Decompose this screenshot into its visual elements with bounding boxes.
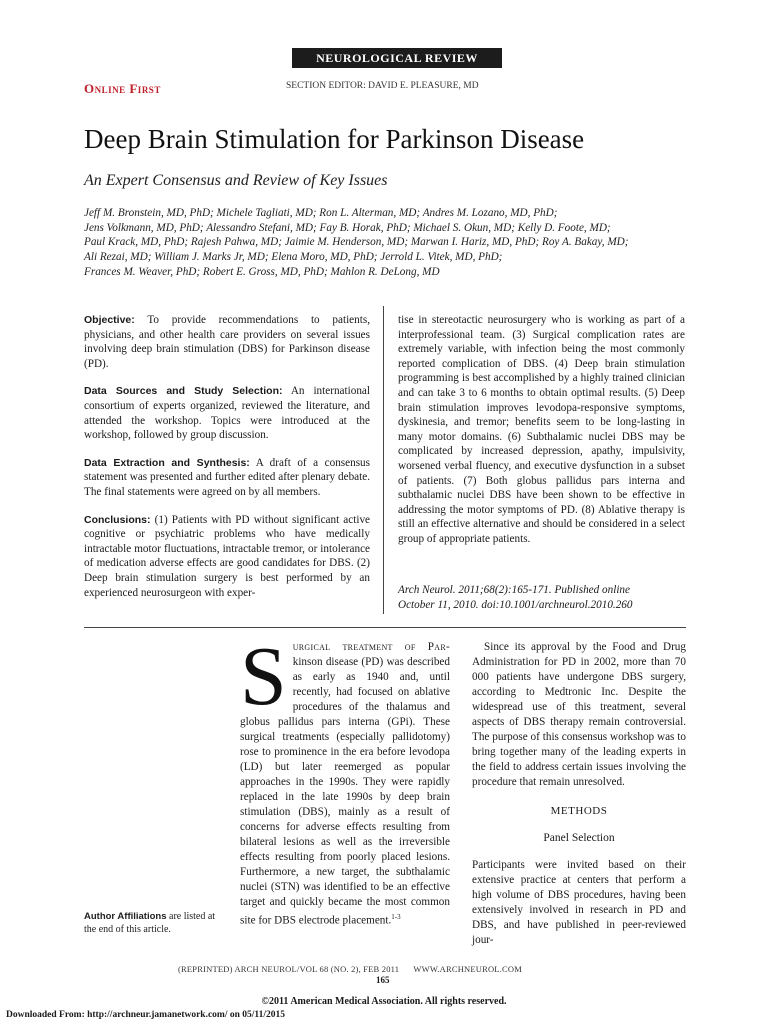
online-first-label: Online First (84, 81, 161, 96)
sources-text: An international consortium of experts organized, reviewed the literature, and attended the workshop. Topics were introduced at the workshop, followed by group discussion. (84, 385, 370, 442)
section-banner: NEUROLOGICAL REVIEW (292, 48, 502, 68)
conclusions-text-part1: (1) Patients with PD without significant active cognitive or psychiatric problems who have medically intractable motor fluctuations, intractable tremor, or intolerance of medication adverse effects are good candidates for DBS. (2) Deep brain stimulation surgery is best performed by an experienced neurosurgeon with exper- (84, 513, 371, 599)
objective-heading: Objective: (84, 314, 135, 326)
affiliations-heading: Author Affiliations (84, 911, 167, 922)
abstract-extraction (84, 456, 370, 500)
author-line: Ali Rezai, MD; William J. Marks Jr, MD; Elena Moro, MD, PhD; Jerrold L. Vitek, MD, PhD; (84, 251, 503, 264)
download-notice[interactable]: Downloaded From: http://archneur.jamanetwork.com/ on 05/11/2015 (6, 1010, 286, 1020)
abstract-objective (84, 313, 370, 371)
citation (398, 583, 688, 612)
abstract-left-column (84, 313, 370, 613)
copyright-notice: ©2011 American Medical Association. All rights reserved. (261, 996, 507, 1007)
body-paragraph: Since its approval by the Food and Drug Administration for PD in 2002, more than 70 000 patients have undergone DBS surgery, according to Medtronic Inc. Despite the widespread use of this treatment, several aspects of DBS therapy remain controversial. The purpose of this consensus workshop was to bring together many of the leading experts in the field to address certain issues involving the procedure that remain unresolved. (472, 641, 686, 788)
article-title: Deep Brain Stimulation for Parkinson Disease (84, 124, 585, 154)
reference-marker: 1-3 (391, 913, 401, 921)
body-column-1 (240, 630, 450, 929)
section-editor: SECTION EDITOR: DAVID E. PLEASURE, MD (286, 81, 479, 91)
author-affiliations (84, 910, 224, 936)
column-divider (383, 306, 384, 614)
citation-line: October 11, 2010. doi:10.1001/archneurol.2010.260 (398, 598, 633, 611)
extraction-text: A draft of a consensus statement was presented and further edited after plenary debate. The final statements were agreed on by all members. (84, 456, 371, 498)
extraction-heading: Data Extraction and Synthesis: (84, 456, 250, 469)
lead-in: urgical treatment of Par- (292, 641, 450, 653)
abstract-right-column (398, 313, 685, 547)
abstract-conclusions (84, 513, 370, 601)
author-line: Paul Krack, MD, PhD; Rajesh Pahwa, MD; Jaimie M. Henderson, MD; Marwan I. Hariz, MD, PhD; Roy A. Bakay, MD; (84, 236, 629, 249)
body-paragraph: Participants were invited based on their extensive practice at centers that perform a high volume of DBS procedures, having been extensively involved in research in PD and DBS, and have published in peer-reviewed jour- (472, 859, 686, 946)
objective-text: To provide recommendations to patients, physicians, and other health care providers on several issues involving deep brain stimulation (DBS) for Parkinson disease (PD). (84, 314, 370, 370)
author-line: Frances M. Weaver, PhD; Robert E. Gross, MD, PhD; Mahlon R. DeLong, MD (84, 265, 440, 278)
citation-line: Arch Neurol. 2011;68(2):165-171. Published online (398, 584, 630, 596)
body-text: kinson disease (PD) was described as early as 1940 and, until recently, had focused on ablative procedures of the thalamus and globus pallidus pars interna (GPi). These surgical treatments (especially pallidotomy) rose to prominence in the era before levodopa (LD) but later reemerged as popular approaches in the 1990s. They were rapidly replaced in the late 1990s by deep brain stimulation (DBS), mainly as a result of concerns for adverse effects resulting from bilateral lesions as well as the irreversible effects resulting from poorly placed lesions. Furthermore, a new target, the subthalamic nuclei (STN) was identified to be an effective target and quickly became the most common site for DBS electrode placement. (240, 656, 450, 927)
body-column-2 (472, 640, 686, 948)
panel-selection-heading: Panel Selection (543, 832, 615, 844)
author-line: Jeff M. Bronstein, MD, PhD; Michele Tagliati, MD; Ron L. Alterman, MD; Andres M. Lozano, MD, PhD; (84, 207, 558, 219)
affiliations-text: are listed at the end of this article. (84, 911, 216, 935)
journal-website[interactable]: WWW.ARCHNEUROL.COM (413, 964, 522, 974)
page-number: 165 (376, 975, 390, 985)
abstract-divider (84, 627, 686, 628)
author-line: Jens Volkmann, MD, PhD; Alessandro Stefani, MD; Fay B. Horak, PhD; Michael S. Okun, MD; Kelly D. Foote, MD; (84, 221, 611, 234)
drop-cap: S (240, 630, 287, 723)
methods-heading: METHODS (550, 805, 608, 817)
running-footer (178, 964, 538, 974)
sources-heading: Data Sources and Study Selection: (84, 385, 283, 398)
article-subtitle: An Expert Consensus and Review of Key Issues (84, 172, 388, 189)
conclusions-heading: Conclusions: (84, 513, 151, 526)
conclusions-text-part2: tise in stereotactic neurosurgery who is working as part of a interprofessional team. (3) Surgical complication rates are extremely variable, with infection being the most commonly reported complication of DBS. (4) Deep brain stimulation programming is best accomplished by a highly trained clinician and can take 3 to 6 months to obtain optimal results. (5) Deep brain stimulation improves levodopa-responsive symptoms, dyskinesia, and tremor; benefits seem to be long-lasting in many motor domains. (6) Subthalamic nuclei DBS may be complicated by increased depression, apathy, impulsivity, worsened verbal fluency, and executive dysfunction in a subset of patients. (7) Both globus pallidus pars interna and subthalamic nuclei DBS have been shown to be effective in addressing the motor symptoms of PD. (8) Ablative therapy is still an effective alternative and should be considered in a select group of appropriate patients. (398, 314, 685, 545)
author-list (84, 206, 694, 280)
journal-reference: (REPRINTED) ARCH NEUROL/VOL 68 (NO. 2), FEB 2011 (178, 964, 400, 974)
abstract-sources (84, 384, 370, 442)
